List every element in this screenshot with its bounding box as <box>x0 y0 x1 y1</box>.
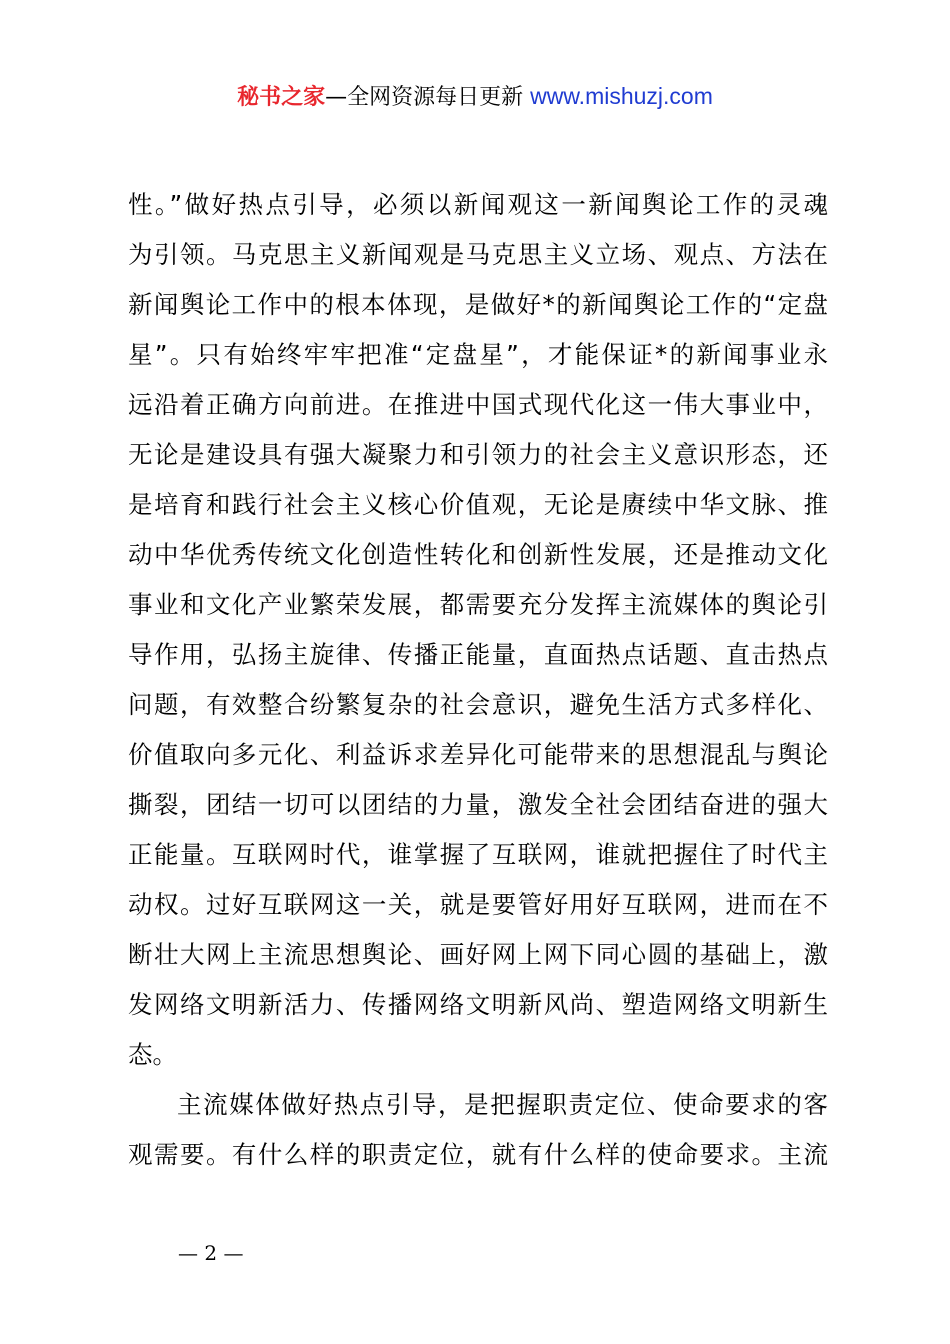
text-line: 发网络文明新活力、传播网络文明新风尚、塑造网络文明新生 <box>128 990 828 1019</box>
text-line: 星”。只有始终牢牢把准“定盘星”，才能保证*的新闻事业永 <box>128 340 828 369</box>
page-header <box>0 80 950 114</box>
text-line: 性。”做好热点引导，必须以新闻观这一新闻舆论工作的灵魂 <box>128 190 828 219</box>
text-line: 正能量。互联网时代，谁掌握了互联网，谁就把握住了时代主 <box>128 840 828 869</box>
text-line: 是培育和践行社会主义核心价值观，无论是赓续中华文脉、推 <box>128 490 828 519</box>
text-line: 动中华优秀传统文化创造性转化和创新性发展，还是推动文化 <box>128 540 828 569</box>
paragraph-start-line: 主流媒体做好热点引导，是把握职责定位、使命要求的客 <box>177 1090 828 1119</box>
text-line: 问题，有效整合纷繁复杂的社会意识，避免生活方式多样化、 <box>128 690 828 719</box>
text-line: 态。 <box>128 1040 177 1069</box>
brand-name: 秘书之家 <box>237 85 326 110</box>
text-line: 新闻舆论工作中的根本体现，是做好*的新闻舆论工作的“定盘 <box>128 290 828 319</box>
site-url-link[interactable]: www.mishuzj.com <box>530 83 713 109</box>
text-line: 无论是建设具有强大凝聚力和引领力的社会主义意识形态，还 <box>128 440 828 469</box>
page-number: — 2 — <box>178 1241 244 1265</box>
text-line: 观需要。有什么样的职责定位，就有什么样的使命要求。主流 <box>128 1140 828 1169</box>
text-line: 导作用，弘扬主旋律、传播正能量，直面热点话题、直击热点 <box>128 640 828 669</box>
text-line: 远沿着正确方向前进。在推进中国式现代化这一伟大事业中， <box>128 390 828 419</box>
text-line: 事业和文化产业繁荣发展，都需要充分发挥主流媒体的舆论引 <box>128 590 828 619</box>
document-body <box>128 180 828 1180</box>
text-line: 撕裂，团结一切可以团结的力量，激发全社会团结奋进的强大 <box>128 790 828 819</box>
text-line: 断壮大网上主流思想舆论、画好网上网下同心圆的基础上，激 <box>128 940 828 969</box>
text-line: 动权。过好互联网这一关，就是要管好用好互联网，进而在不 <box>128 890 828 919</box>
text-line: 价值取向多元化、利益诉求差异化可能带来的思想混乱与舆论 <box>128 740 828 769</box>
text-line: 为引领。马克思主义新闻观是马克思主义立场、观点、方法在 <box>128 240 828 269</box>
header-tagline: —全网资源每日更新 <box>325 85 531 110</box>
